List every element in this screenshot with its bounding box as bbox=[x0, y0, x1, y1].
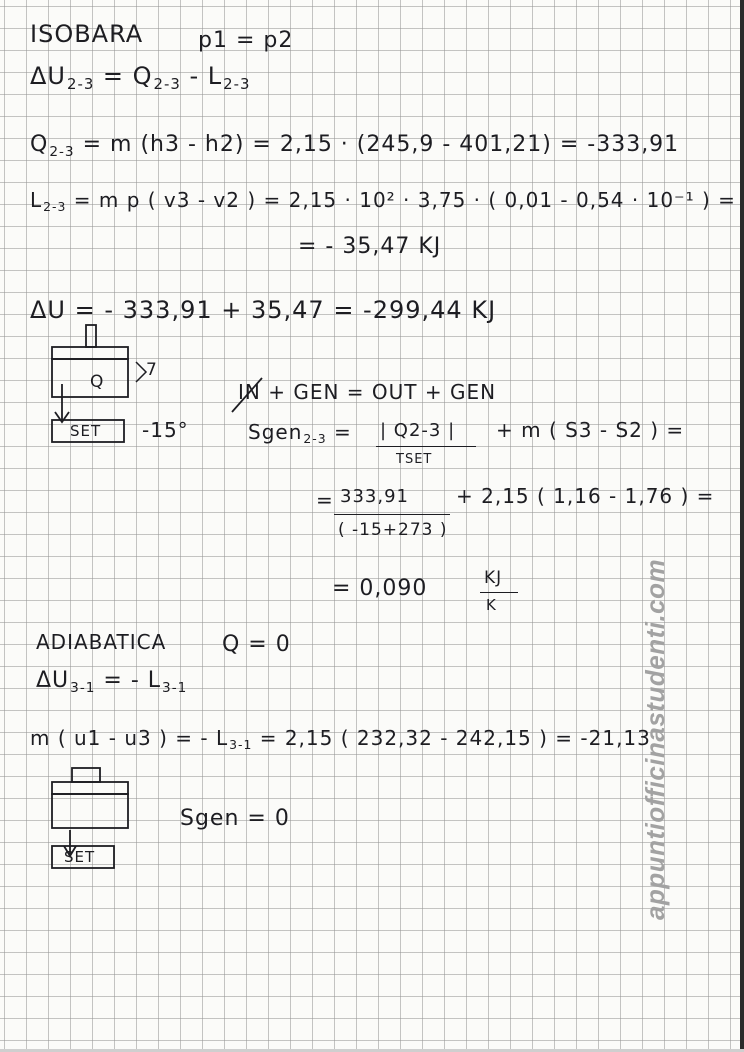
sgen-line2-eq: = bbox=[316, 488, 334, 512]
sgen23-numerator: | Q2-3 | bbox=[380, 420, 456, 441]
l23-lhs: L bbox=[30, 188, 43, 212]
l31-subscript: 3-1 bbox=[162, 679, 188, 696]
heading-adiabatica: ADIABATICA bbox=[36, 630, 167, 654]
l-subscript: 2-3 bbox=[223, 75, 251, 94]
sgen-unit-bar bbox=[480, 592, 518, 593]
watermark: appuntiofficinastudenti.com bbox=[640, 558, 670, 920]
q-subscript: 2-3 bbox=[153, 75, 181, 94]
sgen23-fraction-bar bbox=[376, 446, 476, 447]
adiabatica-condition: Q = 0 bbox=[222, 632, 291, 657]
m-u-lhs: m ( u1 - u3 ) bbox=[30, 726, 168, 750]
delta-u31-subscript: 3-1 bbox=[70, 679, 96, 696]
sketch1-arrow-label: 7 bbox=[146, 360, 158, 380]
q23-rhs: = m (h3 - h2) = 2,15 · (245,9 - 401,21) = -333,91 bbox=[74, 132, 680, 157]
q23-lhs-subscript: 2-3 bbox=[49, 143, 75, 160]
sgen-line2-numerator: 333,91 bbox=[340, 486, 409, 507]
sgen-eq: = bbox=[326, 420, 352, 444]
isobara-condition: p1 = p2 bbox=[198, 28, 294, 53]
m-u-rhs: = 2,15 ( 232,32 - 242,15 ) = -21,13 bbox=[252, 726, 651, 750]
sgen-line2-fraction-bar bbox=[334, 514, 450, 515]
sgen23-lhs bbox=[248, 420, 352, 446]
sketch2-set-label: SET bbox=[64, 848, 96, 866]
sgen-zero: Sgen = 0 bbox=[180, 806, 290, 831]
piston-head-1 bbox=[52, 347, 128, 359]
piston-head-2 bbox=[52, 782, 128, 794]
sgen-subscript: 2-3 bbox=[303, 431, 327, 447]
l23-result: = - 35,47 KJ bbox=[298, 234, 442, 259]
m-u-l-subscript: 3-1 bbox=[229, 737, 253, 753]
delta-u-subscript: 2-3 bbox=[66, 75, 95, 94]
sgen-symbol: Sgen bbox=[248, 420, 303, 444]
page-edge-right bbox=[740, 0, 744, 1052]
l23-lhs-subscript: 2-3 bbox=[43, 199, 67, 215]
l23-rhs: = m p ( v3 - v2 ) = 2,15 · 10² · 3,75 · ( 0,01 - 0,54 · 10⁻¹ ) = bbox=[66, 188, 736, 212]
sketch1-set-label: SET bbox=[70, 422, 102, 440]
sketch1-q-label: Q bbox=[90, 372, 105, 392]
piston-rod-2 bbox=[72, 768, 100, 782]
m-u-equation bbox=[30, 726, 651, 752]
sgen-unit-num: KJ bbox=[484, 568, 503, 588]
m-u-eq: = - L bbox=[167, 726, 229, 750]
sgen-line2-denominator: ( -15+273 ) bbox=[338, 520, 448, 540]
delta-u31-symbol: ΔU bbox=[36, 668, 70, 693]
sgen23-rest: + m ( S3 - S2 ) = bbox=[496, 418, 685, 442]
entropy-balance: IN + GEN = OUT + GEN bbox=[238, 380, 497, 404]
sgen-line2-rest: + 2,15 ( 1,16 - 1,76 ) = bbox=[456, 484, 715, 508]
sgen-result: = 0,090 bbox=[332, 576, 428, 601]
piston-rod-1 bbox=[86, 325, 96, 347]
sgen-unit-den: K bbox=[486, 596, 497, 614]
cylinder-2 bbox=[52, 794, 128, 828]
q23-lhs: Q bbox=[30, 132, 49, 157]
delta-u31-equation bbox=[36, 668, 187, 696]
sgen23-denominator: TSET bbox=[396, 452, 433, 467]
delta-u-minus-l: - L bbox=[180, 62, 223, 90]
sketch1-temperature: -15° bbox=[142, 418, 189, 442]
delta-u31-eq: = - L bbox=[95, 668, 162, 693]
delta-u-symbol: ΔU bbox=[30, 62, 66, 90]
heading-isobara: ISOBARA bbox=[30, 20, 144, 48]
delta-u-eq-q: = Q bbox=[94, 62, 153, 90]
delta-u-total: ΔU = - 333,91 + 35,47 = -299,44 KJ bbox=[30, 296, 497, 324]
